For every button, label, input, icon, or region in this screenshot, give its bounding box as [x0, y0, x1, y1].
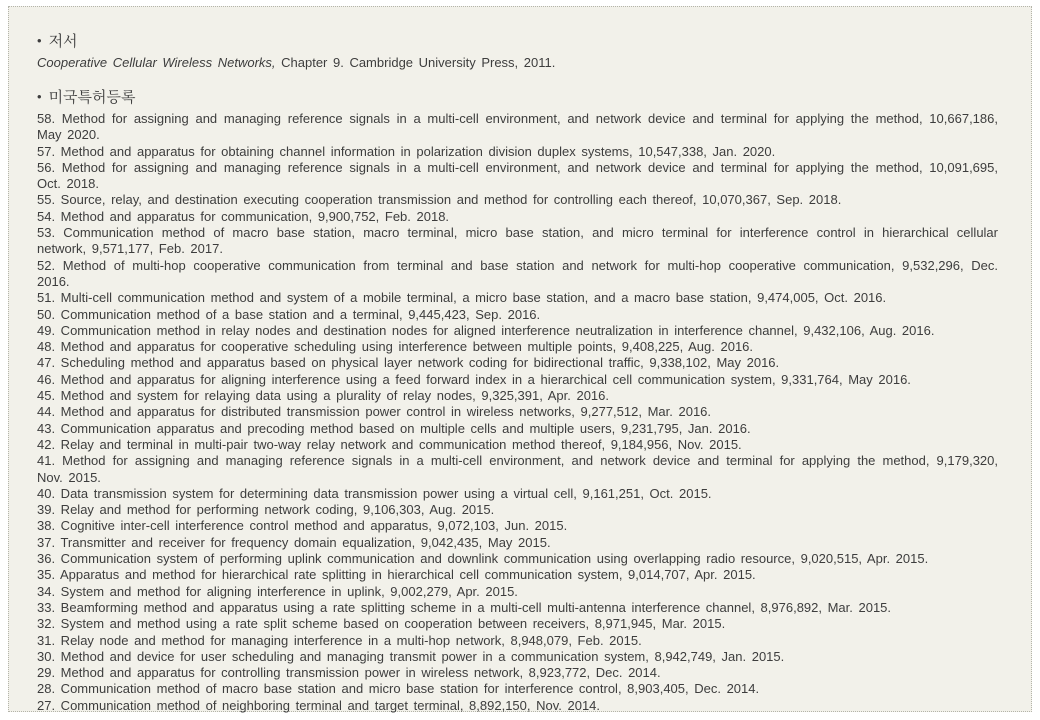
patent-entry: 30. Method and device for user scheduling and managing transmit power in a communication system, 8,942,749, Jan. 2015.	[37, 648, 785, 664]
patent-entry: 47. Scheduling method and apparatus based on physical layer network coding for bidirectional traffic, 9,338,102, May 2016.	[37, 355, 780, 371]
book-title: Cooperative Cellular Wireless Networks,	[37, 55, 276, 70]
patent-entry: 56. Method for assigning and managing reference signals in a multi-cell environment, and network device and terminal for applying the method, 10,091,695, Oct. 2018.	[37, 159, 998, 192]
book-entry	[37, 54, 998, 71]
patent-entry: 36. Communication system of performing uplink communication and downlink communication using overlapping radio resource, 9,020,515, Apr. 2015.	[37, 551, 929, 567]
patent-entry: 34. System and method for aligning interference in uplink, 9,002,279, Apr. 2015.	[37, 583, 518, 599]
patent-entry: 32. System and method using a rate split scheme based on cooperation between receivers, 8,971,945, Mar. 2015.	[37, 616, 726, 632]
patent-entry: 58. Method for assigning and managing reference signals in a multi-cell environment, and network device and terminal for applying the method, 10,667,186, May 2020.	[37, 111, 998, 143]
section-heading-books-label: 저서	[48, 33, 78, 50]
patent-entry: 54. Method and apparatus for communication, 9,900,752, Feb. 2018.	[37, 208, 450, 224]
patent-entry: 42. Relay and terminal in multi-pair two-way relay network and communication method thereof, 9,184,956, Nov. 2015.	[37, 436, 742, 452]
patent-entry: 28. Communication method of macro base station and micro base station for interference control, 8,903,405, Dec. 2014.	[37, 681, 760, 697]
patent-entry: 41. Method for assigning and managing reference signals in a multi-cell environment, and network device and terminal for applying the method, 9,179,320, Nov. 2015.	[37, 453, 998, 485]
content-panel	[8, 6, 1032, 712]
patent-entry: 35. Apparatus and method for hierarchical rate splitting in hierarchical cell communication system, 9,014,707, Apr. 2015.	[37, 567, 756, 583]
patent-entry: 48. Method and apparatus for cooperative scheduling using interference between multiple points, 9,408,225, Aug. 2016.	[37, 339, 754, 355]
patent-entry: 31. Relay node and method for managing interference in a multi-hop network, 8,948,079, Feb. 2015.	[37, 632, 642, 648]
patent-entry: 57. Method and apparatus for obtaining channel information in polarization division duplex systems, 10,547,338, Jan. 2020.	[37, 143, 776, 159]
patent-entry: 45. Method and system for relaying data using a plurality of relay nodes, 9,325,391, Apr. 2016.	[37, 388, 610, 404]
bullet-icon: •	[37, 33, 42, 48]
patent-entry: 37. Transmitter and receiver for frequency domain equalization, 9,042,435, May 2015.	[37, 534, 551, 550]
patent-entry: 49. Communication method in relay nodes and destination nodes for aligned interference neutralization in interference channel, 9,432,106, Aug. 2016.	[37, 322, 935, 338]
patent-entry: 43. Communication apparatus and precoding method based on multiple cells and multiple users, 9,231,795, Jan. 2016.	[37, 420, 751, 436]
patent-entry: 46. Method and apparatus for aligning interference using a feed forward index in a hierarchical cell communication system, 9,331,764, May 2016.	[37, 371, 911, 387]
patent-entry: 29. Method and apparatus for controlling transmission power in wireless network, 8,923,772, Dec. 2014.	[37, 665, 661, 681]
patent-entry: 51. Multi-cell communication method and system of a mobile terminal, a micro base station, and a macro base station, 9,474,005, Oct. 2016.	[37, 290, 887, 306]
patent-entry: 39. Relay and method for performing network coding, 9,106,303, Aug. 2015.	[37, 502, 495, 518]
patent-entry: 27. Communication method of neighboring terminal and target terminal, 8,892,150, Nov. 2014.	[37, 697, 601, 713]
patent-entry: 53. Communication method of macro base station, macro terminal, micro base station, and micro terminal for interference control in hierarchical cellular network, 9,571,177, Feb. 2017.	[37, 225, 998, 257]
patent-entry: 40. Data transmission system for determining data transmission power using a virtual cell, 9,161,251, Oct. 2015.	[37, 485, 712, 501]
patent-entry: 55. Source, relay, and destination executing cooperation transmission and method for controlling each thereof, 10,070,367, Sep. 2018.	[37, 192, 842, 208]
patent-entry: 33. Beamforming method and apparatus using a rate splitting scheme in a multi-cell multi-antenna interference channel, 8,976,892, Mar. 2015.	[37, 599, 892, 615]
patent-entry: 52. Method of multi-hop cooperative communication from terminal and base station and network for multi-hop cooperative communication, 9,532,296, Dec. 2016.	[37, 257, 998, 289]
section-heading-patents-label: 미국특허등록	[48, 89, 136, 106]
bullet-icon: •	[37, 89, 42, 104]
book-publisher: Chapter 9. Cambridge University Press, 2011.	[275, 55, 556, 70]
patent-list	[37, 111, 998, 714]
section-heading-books	[37, 32, 998, 51]
patent-entry: 38. Cognitive inter-cell interference control method and apparatus, 9,072,103, Jun. 2015.	[37, 518, 568, 534]
patent-entry: 44. Method and apparatus for distributed transmission power control in wireless networks, 9,277,512, Mar. 2016.	[37, 404, 712, 420]
section-heading-patents	[37, 88, 998, 107]
patent-entry: 50. Communication method of a base station and a terminal, 9,445,423, Sep. 2016.	[37, 306, 541, 322]
